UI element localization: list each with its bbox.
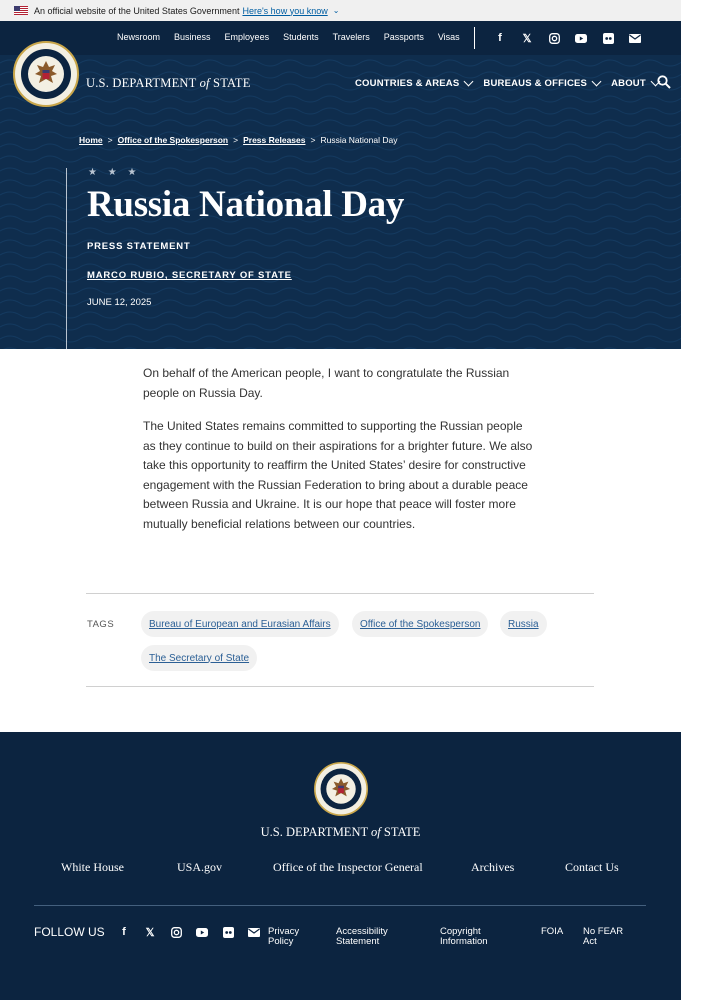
site-header	[0, 21, 681, 349]
facebook-icon[interactable]: f	[122, 926, 126, 938]
instagram-icon[interactable]	[546, 30, 562, 46]
nav-business[interactable]: Business	[174, 32, 211, 42]
nav-students[interactable]: Students	[283, 32, 319, 42]
nav-divider	[474, 27, 475, 49]
breadcrumb-separator: >	[233, 135, 239, 145]
author-link[interactable]: MARCO RUBIO, SECRETARY OF STATE	[87, 270, 292, 281]
breadcrumb-separator: >	[107, 135, 113, 145]
article-paragraph: On behalf of the American people, I want to congratulate the Russian people on Russia Day.	[143, 366, 510, 400]
brand-of: of	[199, 76, 210, 90]
nav-countries-label: COUNTRIES & AREAS	[355, 78, 460, 89]
footer-brand-suffix: STATE	[383, 825, 421, 839]
x-icon[interactable]: 𝕏	[522, 32, 532, 45]
email-icon[interactable]	[627, 30, 643, 46]
footer-brand-prefix: U.S. DEPARTMENT	[260, 825, 368, 839]
site-footer	[0, 732, 681, 1000]
instagram-icon[interactable]	[168, 924, 184, 940]
utility-nav-links	[117, 32, 474, 42]
nav-visas[interactable]: Visas	[437, 32, 460, 42]
chevron-down-icon	[592, 77, 602, 87]
footer-link-accessibility[interactable]	[336, 927, 388, 947]
footer-small-line: Accessibility	[336, 926, 388, 937]
nav-about-label: ABOUT	[611, 78, 646, 89]
tags-label: TAGS	[87, 619, 115, 630]
gov-banner-text: An official website of the United States Government	[34, 5, 240, 16]
nav-travelers[interactable]: Travelers	[332, 32, 370, 42]
search-icon[interactable]	[657, 75, 671, 89]
utility-nav	[0, 21, 681, 55]
page-title: Russia National Day	[87, 184, 405, 225]
footer-link-white-house[interactable]: White House	[61, 860, 124, 874]
nav-passports[interactable]: Passports	[383, 32, 424, 42]
article-paragraph: The United States remains committed to supporting the Russian people as they continue to build on their aspirations for a brighter future. We also take this opportunity to reaffirm the United States’ desire for constructive engagement with the Russian Federation to bring about a durable peace between Russia and Ukraine. It is our hope that peace will foster more mutually beneficial relations between our countries.	[143, 419, 533, 531]
nav-about[interactable]	[611, 78, 659, 89]
footer-small-line: Copyright	[440, 926, 481, 937]
gov-banner	[0, 0, 681, 21]
tag-link[interactable]: The Secretary of State	[141, 645, 257, 671]
youtube-icon[interactable]	[194, 924, 210, 940]
footer-small-line: Policy	[268, 936, 294, 947]
us-flag-icon	[14, 6, 28, 15]
footer-link-archives[interactable]: Archives	[471, 860, 515, 874]
footer-small-line: Act	[583, 936, 597, 947]
footer-link-contact-us[interactable]: Contact Us	[565, 860, 619, 874]
flickr-icon[interactable]	[220, 924, 236, 940]
nav-bureaus-label: BUREAUS & OFFICES	[483, 78, 588, 89]
footer-small-line: Statement	[336, 936, 380, 947]
footer-link-foia[interactable]	[541, 927, 563, 937]
tags-section	[86, 593, 594, 687]
footer-social-links	[116, 924, 262, 940]
decorative-vertical-rule	[66, 168, 67, 349]
breadcrumb-press-releases[interactable]: Press Releases	[243, 135, 306, 145]
chevron-down-icon[interactable]: ⌄	[332, 6, 340, 15]
flickr-icon[interactable]	[600, 30, 616, 46]
footer-brand-of: of	[371, 825, 381, 839]
breadcrumb-spokesperson[interactable]: Office of the Spokesperson	[117, 135, 229, 145]
footer-divider	[34, 905, 646, 906]
email-icon[interactable]	[246, 924, 262, 940]
nav-bureaus-offices[interactable]	[483, 78, 600, 89]
breadcrumb-current: Russia National Day	[320, 135, 398, 145]
youtube-icon[interactable]	[573, 30, 589, 46]
footer-small-line: No FEAR	[583, 926, 624, 937]
footer-small-line: Information	[440, 936, 488, 947]
footer-link-privacy-policy[interactable]	[268, 927, 299, 947]
footer-link-inspector-general[interactable]: Office of the Inspector General	[273, 860, 423, 874]
article-body	[143, 364, 533, 548]
footer-link-copyright[interactable]	[440, 927, 488, 947]
breadcrumb-home[interactable]: Home	[79, 135, 103, 145]
brand-suffix: STATE	[213, 76, 251, 90]
follow-us-label: FOLLOW US	[34, 925, 105, 939]
header-social-links	[492, 30, 643, 46]
nav-newsroom[interactable]: Newsroom	[117, 32, 161, 42]
breadcrumb	[79, 135, 397, 145]
brand-prefix: U.S. DEPARTMENT	[86, 76, 197, 90]
site-brand[interactable]	[86, 76, 251, 91]
nav-employees[interactable]: Employees	[224, 32, 270, 42]
department-seal-logo[interactable]	[13, 41, 79, 107]
article-type: PRESS STATEMENT	[87, 241, 191, 252]
x-icon[interactable]: 𝕏	[145, 926, 155, 939]
nav-countries-areas[interactable]	[355, 78, 472, 89]
publish-date: JUNE 12, 2025	[87, 297, 152, 308]
tag-link[interactable]: Office of the Spokesperson	[352, 611, 488, 637]
stars-ornament: ★ ★ ★	[88, 167, 141, 178]
chevron-down-icon	[464, 77, 474, 87]
breadcrumb-separator: >	[310, 135, 316, 145]
heres-how-you-know-link[interactable]: Here's how you know	[242, 5, 328, 16]
tag-link[interactable]: Russia	[500, 611, 547, 637]
facebook-icon[interactable]: f	[498, 32, 502, 44]
footer-link-usa-gov[interactable]: USA.gov	[177, 860, 223, 874]
footer-link-no-fear-act[interactable]	[583, 927, 623, 947]
footer-small-line: Privacy	[268, 926, 300, 937]
tag-link[interactable]: Bureau of European and Eurasian Affairs	[141, 611, 339, 637]
department-seal-logo[interactable]	[314, 762, 368, 816]
footer-brand[interactable]	[0, 825, 681, 840]
footer-small-line: FOIA	[541, 926, 564, 937]
main-nav	[355, 78, 670, 89]
